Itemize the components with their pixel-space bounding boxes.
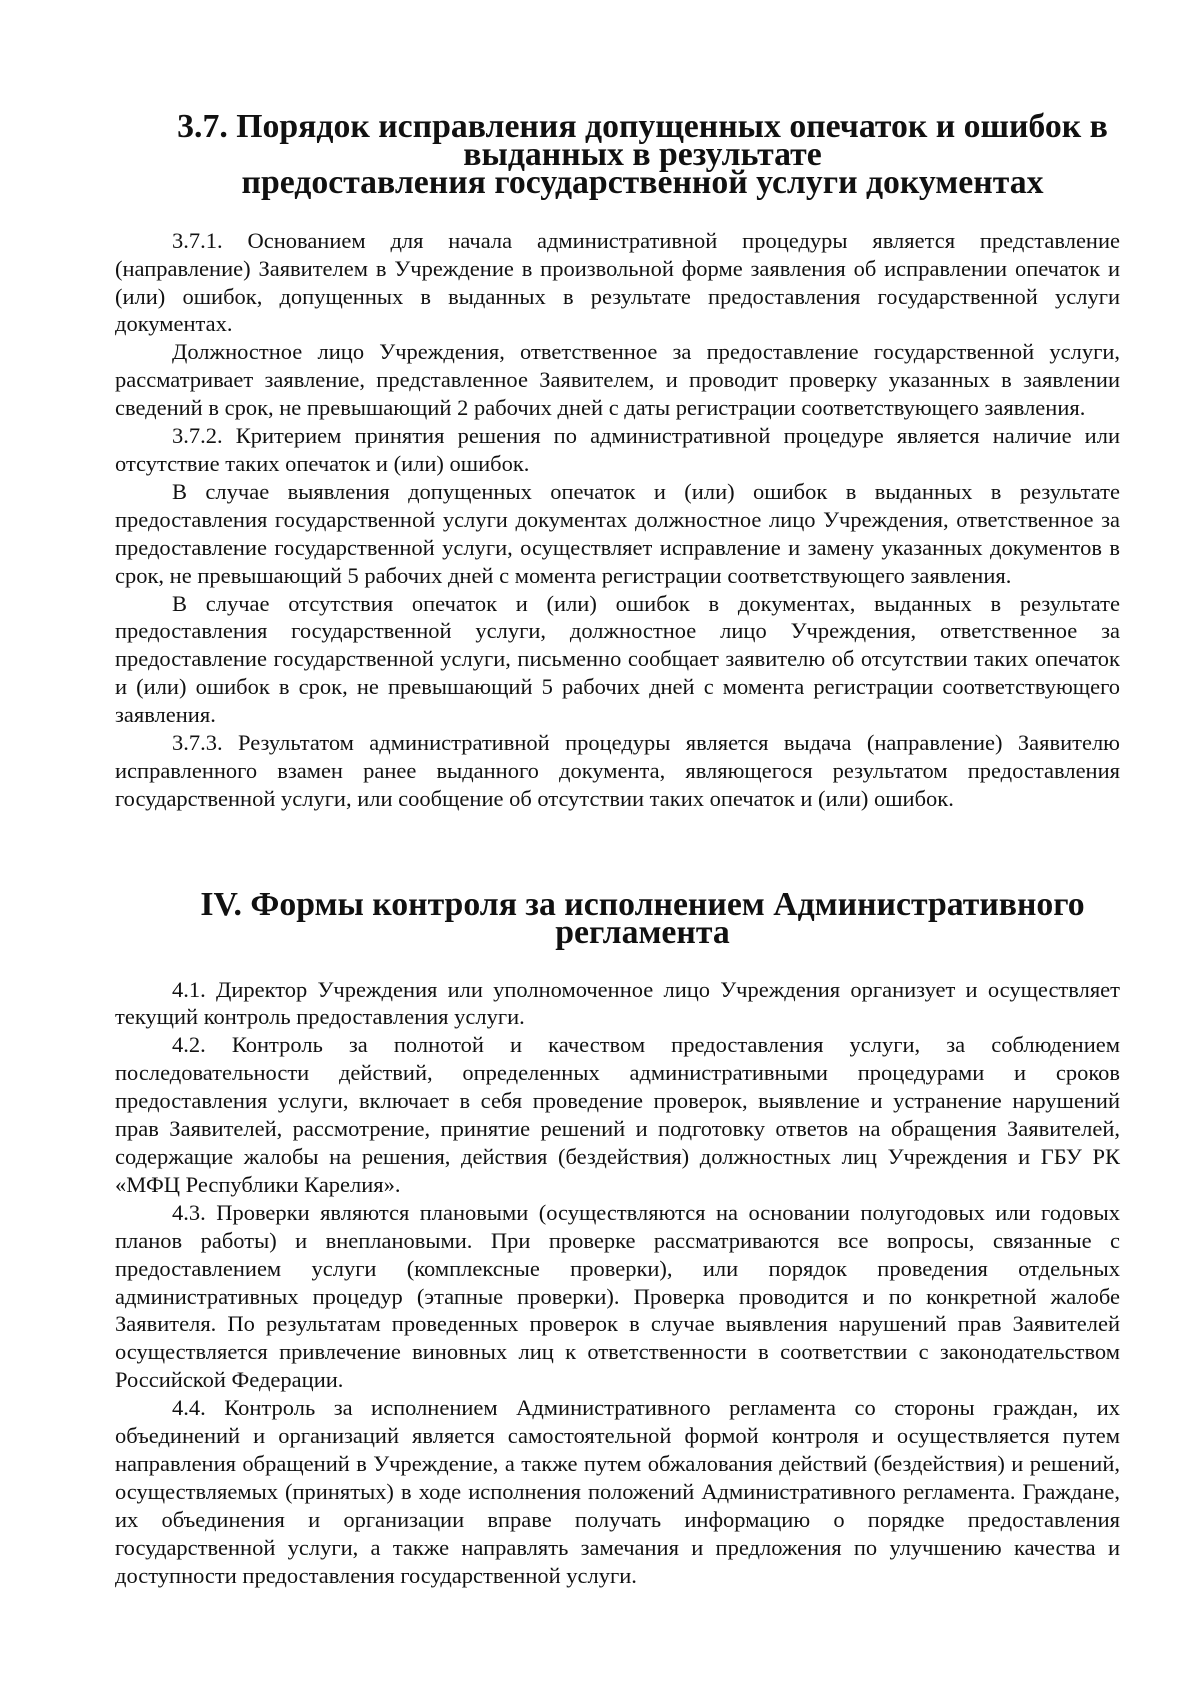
section-4-heading: IV. Формы контроля за исполнением Административного регламента bbox=[200, 885, 1085, 951]
paragraph-3-7-3: 3.7.3. Результатом административной процедуры является выдача (направление) Заявителю исправленного взамен ранее выданного документа, являющегося результатом предоставления государственной услуги, или сообщение об отсутствии таких опечаток и (или) ошибок. bbox=[115, 730, 1120, 811]
section-3-7-heading bbox=[115, 108, 1120, 201]
paragraph-4-3: 4.3. Проверки являются плановыми (осуществляются на основании полугодовых или годовых планов работы) и внеплановыми. При проверке рассматриваются все вопросы, связанные с предоставлением услуги (комплексные проверки), или порядок проведения отдельных административных процедур (этапные проверки). Проверка проводится и по конкретной жалобе Заявителя. По результатам проведенных проверок в случае выявления нарушений прав Заявителей осуществляется привлечение виновных лиц к ответственности в соответствии с законодательством Российской Федерации. bbox=[115, 1199, 1120, 1393]
paragraph-3-7-2: 3.7.2. Критерием принятия решения по административной процедуре является наличие или отсутствие таких опечаток и (или) ошибок. bbox=[115, 423, 1120, 476]
paragraph-4-2: 4.2. Контроль за полнотой и качеством предоставления услуги, за соблюдением последовательности действий, определенных административными процедурами и сроков предоставления услуги, включает в себя проведение проверок, выявление и устранение нарушений прав Заявителей, рассмотрение, принятие решений и подготовку ответов на обращения Заявителей, содержащие жалобы на решения, действия (бездействия) должностных лиц Учреждения и ГБУ РК «МФЦ Республики Карелия». bbox=[115, 1032, 1120, 1197]
section-3-7-heading-line-2: предоставления государственной услуги документах bbox=[241, 163, 1044, 201]
section-4-body bbox=[115, 976, 1120, 1590]
paragraph-3-7-1-official: Должностное лицо Учреждения, ответственное за предоставление государственной услуги, рассматривает заявление, представленное Заявителем, и проводит проверку указанных в заявлении сведений в срок, не превышающий 2 рабочих дней с даты регистрации соответствующего заявления. bbox=[115, 339, 1120, 421]
paragraph-3-7-2-errors-found: В случае выявления допущенных опечаток и (или) ошибок в выданных в результате предоставления государственной услуги документах должностное лицо Учреждения, ответственное за предоставление государственной услуги, осуществляет исправление и замену указанных документов в срок, не превышающий 5 рабочих дней с момента регистрации соответствующего заявления. bbox=[115, 478, 1120, 588]
section-3-7-heading-line-1: 3.7. Порядок исправления допущенных опечаток и ошибок в выданных в результате bbox=[177, 108, 1108, 173]
paragraph-3-7-1: 3.7.1. Основанием для начала административной процедуры является представление (направление) Заявителем в Учреждение в произвольной форме заявления об исправлении опечаток и (или) ошибок, допущенных в выданных в результате предоставления государственной услуги документах. bbox=[115, 227, 1120, 337]
section-3-7-body bbox=[115, 227, 1120, 813]
paragraph-4-1: 4.1. Директор Учреждения или уполномоченное лицо Учреждения организует и осуществляет текущий контроль предоставления услуги. bbox=[115, 976, 1120, 1030]
paragraph-4-4: 4.4. Контроль за исполнением Административного регламента со стороны граждан, их объединений и организаций является самостоятельной формой контроля и осуществляется путем направления обращений в Учреждение, а также путем обжалования действий (бездействия) и решений, осуществляемых (принятых) в ходе исполнения положений Административного регламента. Граждане, их объединения и организации вправе получать информацию о порядке предоставления государственной услуги, а также направлять замечания и предложения по улучшению качества и доступности предоставления государственной услуги. bbox=[115, 1395, 1120, 1588]
paragraph-3-7-2-no-errors: В случае отсутствия опечаток и (или) ошибок в документах, выданных в результате предоставления государственной услуги, должностное лицо Учреждения, ответственное за предоставление государственной услуги, письменно сообщает заявителю об отсутствии таких опечаток и (или) ошибок в срок, не превышающий 5 рабочих дней с момента регистрации соответствующего заявления. bbox=[115, 590, 1120, 728]
